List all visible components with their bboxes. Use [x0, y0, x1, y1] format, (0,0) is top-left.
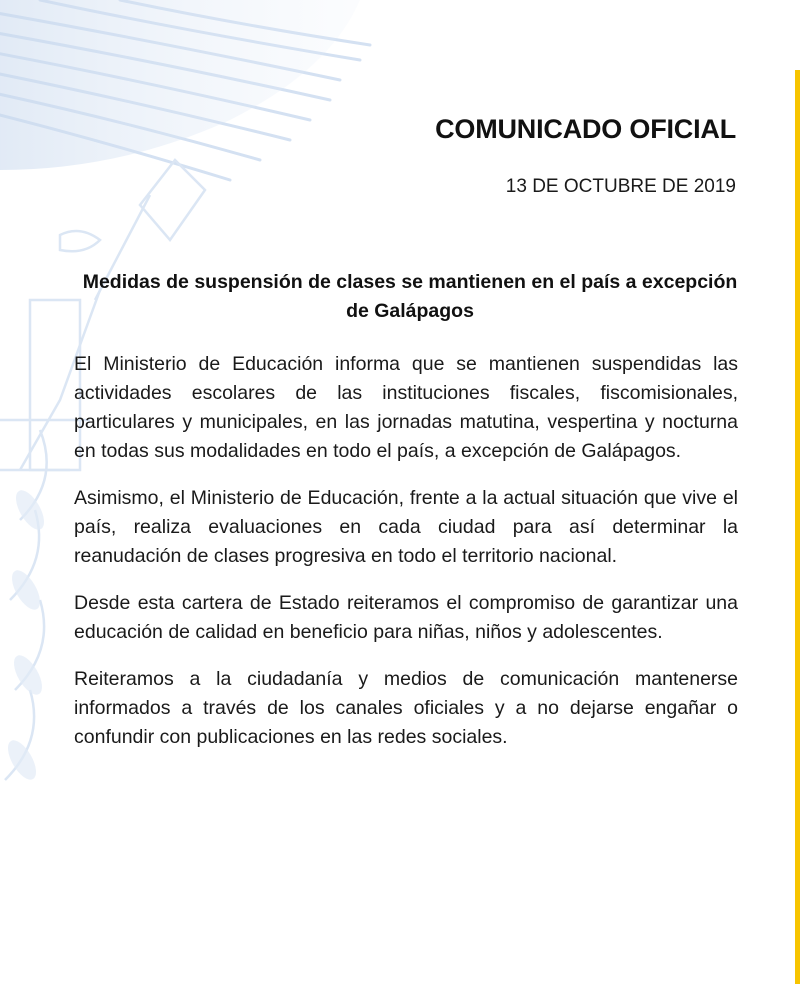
paragraph: Reiteramos a la ciudadanía y medios de comunicación mantenerse informados a través de los canales oficiales y a no dejarse engañar o confundir con publicaciones en las redes sociales.	[74, 668, 738, 748]
yellow-accent-bar	[795, 70, 800, 984]
release-date: 13 DE OCTUBRE DE 2019	[505, 176, 736, 197]
paragraph: Asimismo, el Ministerio de Educación, frente a la actual situación que vive el país, realiza evaluaciones en cada ciudad para así determinar la reanudación de clases progresiva en todo el territorio nacional.	[74, 487, 738, 567]
page-title: COMUNICADO OFICIAL	[435, 114, 736, 144]
paragraph: Desde esta cartera de Estado reiteramos el compromiso de garantizar una educación de calidad en beneficio para niñas, niños y adolescentes.	[74, 592, 738, 643]
body-text	[74, 350, 738, 770]
paragraph: El Ministerio de Educación informa que se mantienen suspendidas las actividades escolares de las instituciones fiscales, fiscomisionales, particulares y municipales, en las jornadas matutina, vespertina y nocturna en todas sus modalidades en todo el país, a excepción de Galápagos.	[74, 353, 738, 462]
headline: Medidas de suspensión de clases se mantienen en el país a excepción de Galápagos	[82, 271, 738, 322]
